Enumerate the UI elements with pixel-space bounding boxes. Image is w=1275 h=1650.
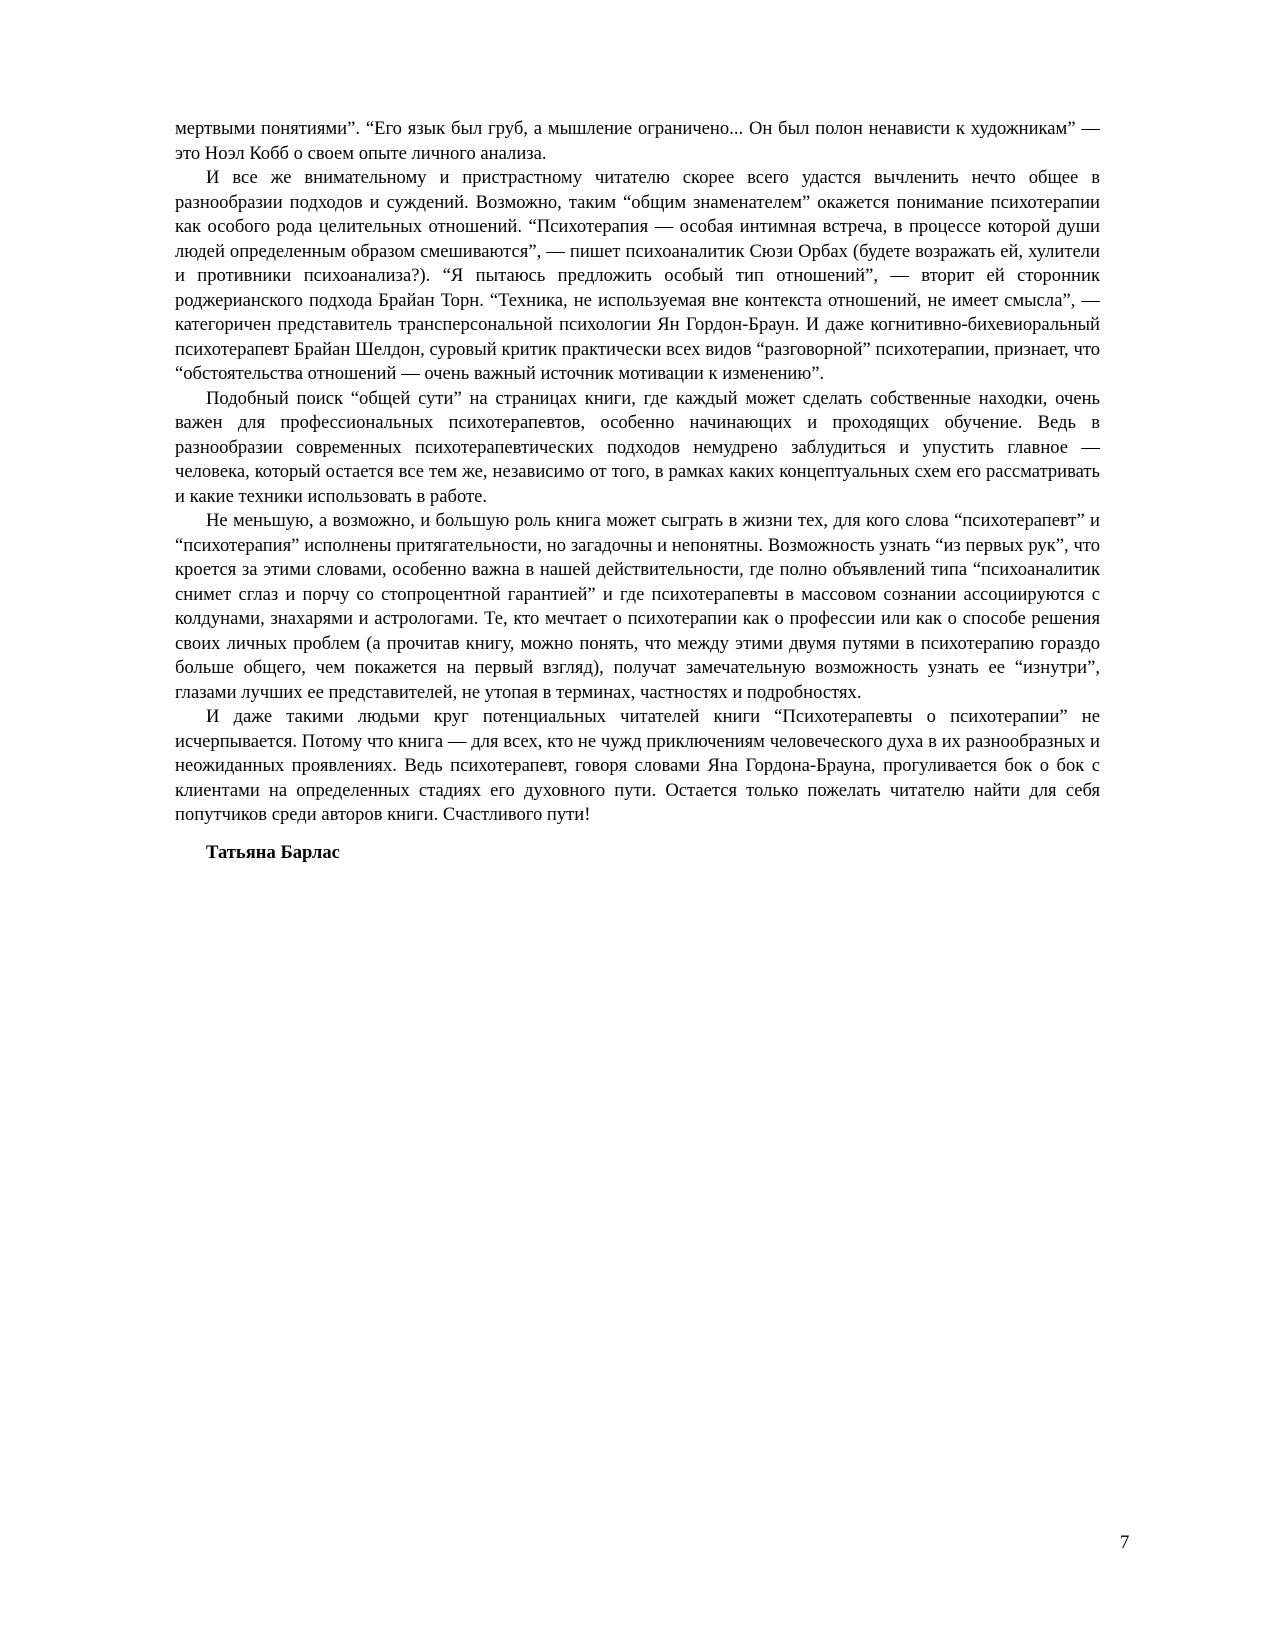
paragraph: Не меньшую, а возможно, и большую роль книга может сыграть в жизни тех, для кого слова “психотерапевт” и “психотерапия” исполнены притягательности, но загадочны и непонятны. Возможность узнать “из первых рук”, что кроется за этими словами, особенно важна в нашей действительности, где полно объявлений типа “психоаналитик снимет сглаз и порчу со стопроцентной гарантией” и где психотерапевты в массовом сознании ассоциируются с колдунами, знахарями и астрологами. Те, кто мечтает о психотерапии как о профессии или как о способе решения своих личных проблем (а прочитав книгу, можно понять, что между этими двумя путями в психотерапию гораздо больше общего, чем покажется на первый взгляд), получат замечательную возможность узнать ее “изнутри”, глазами лучших ее представителей, не утопая в терминах, частностях и подробностях. [175,510,1100,703]
paragraph: И даже такими людьми круг потенциальных читателей книги “Психотерапевты о психотерапии” не исчерпывается. Потому что книга — для всех, кто не чужд приключениям человеческого духа в их разнообразных и неожиданных проявлениях. Ведь психотерапевт, говоря словами Яна Гордона-Брауна, прогуливается бок о бок с клиентами на определенных стадиях его духовного пути. Остается только пожелать читателю найти для себя попутчиков среди авторов книги. Счастливого пути! [175,706,1100,825]
paragraph: И все же внимательному и пристрастному читателю скорее всего удастся вычленить нечто общее в разнообразии подходов и суждений. Возможно, таким “общим знаменателем” окажется понимание психотерапии как особого рода целительных отношений. “Психотерапия — особая интимная встреча, в процессе которой души людей определенным образом смешиваются”, — пишет психоаналитик Сюзи Орбах (будете возражать ей, хулители и противники психоанализа?). “Я пытаюсь предложить особый тип отношений”, — вторит ей сторонник роджерианского подхода Брайан Торн. “Техника, не используемая вне контекста отношений, не имеет смысла”, — категоричен представитель трансперсональной психологии Ян Гордон-Браун. И даже когнитивно-бихевиоральный психотерапевт Брайан Шелдон, суровый критик практически всех видов “разговорной” психотерапии, признает, что “обстоятельства отношений — очень важный источник мотивации к изменению”. [175,167,1100,384]
paragraph: Подобный поиск “общей сути” на страницах книги, где каждый может сделать собственные находки, очень важен для профессиональных психотерапевтов, особенно начинающих и проходящих обучение. Ведь в разнообразии современных психотерапевтических подходов немудрено заблудиться и упустить главное — человека, который остается все тем же, независимо от того, в рамках каких концептуальных схем его рассматривать и какие техники использовать в работе. [175,387,1100,507]
page-number: 7 [1120,1532,1130,1553]
paragraph-continuation: мертвыми понятиями”. “Его язык был груб, а мышление ограничено... Он был полон ненависти к художникам” — это Ноэл Кобб о своем опыте личного анализа. [175,118,1100,164]
author-signature: Татьяна Барлас [206,841,340,863]
body-text [175,117,1100,865]
